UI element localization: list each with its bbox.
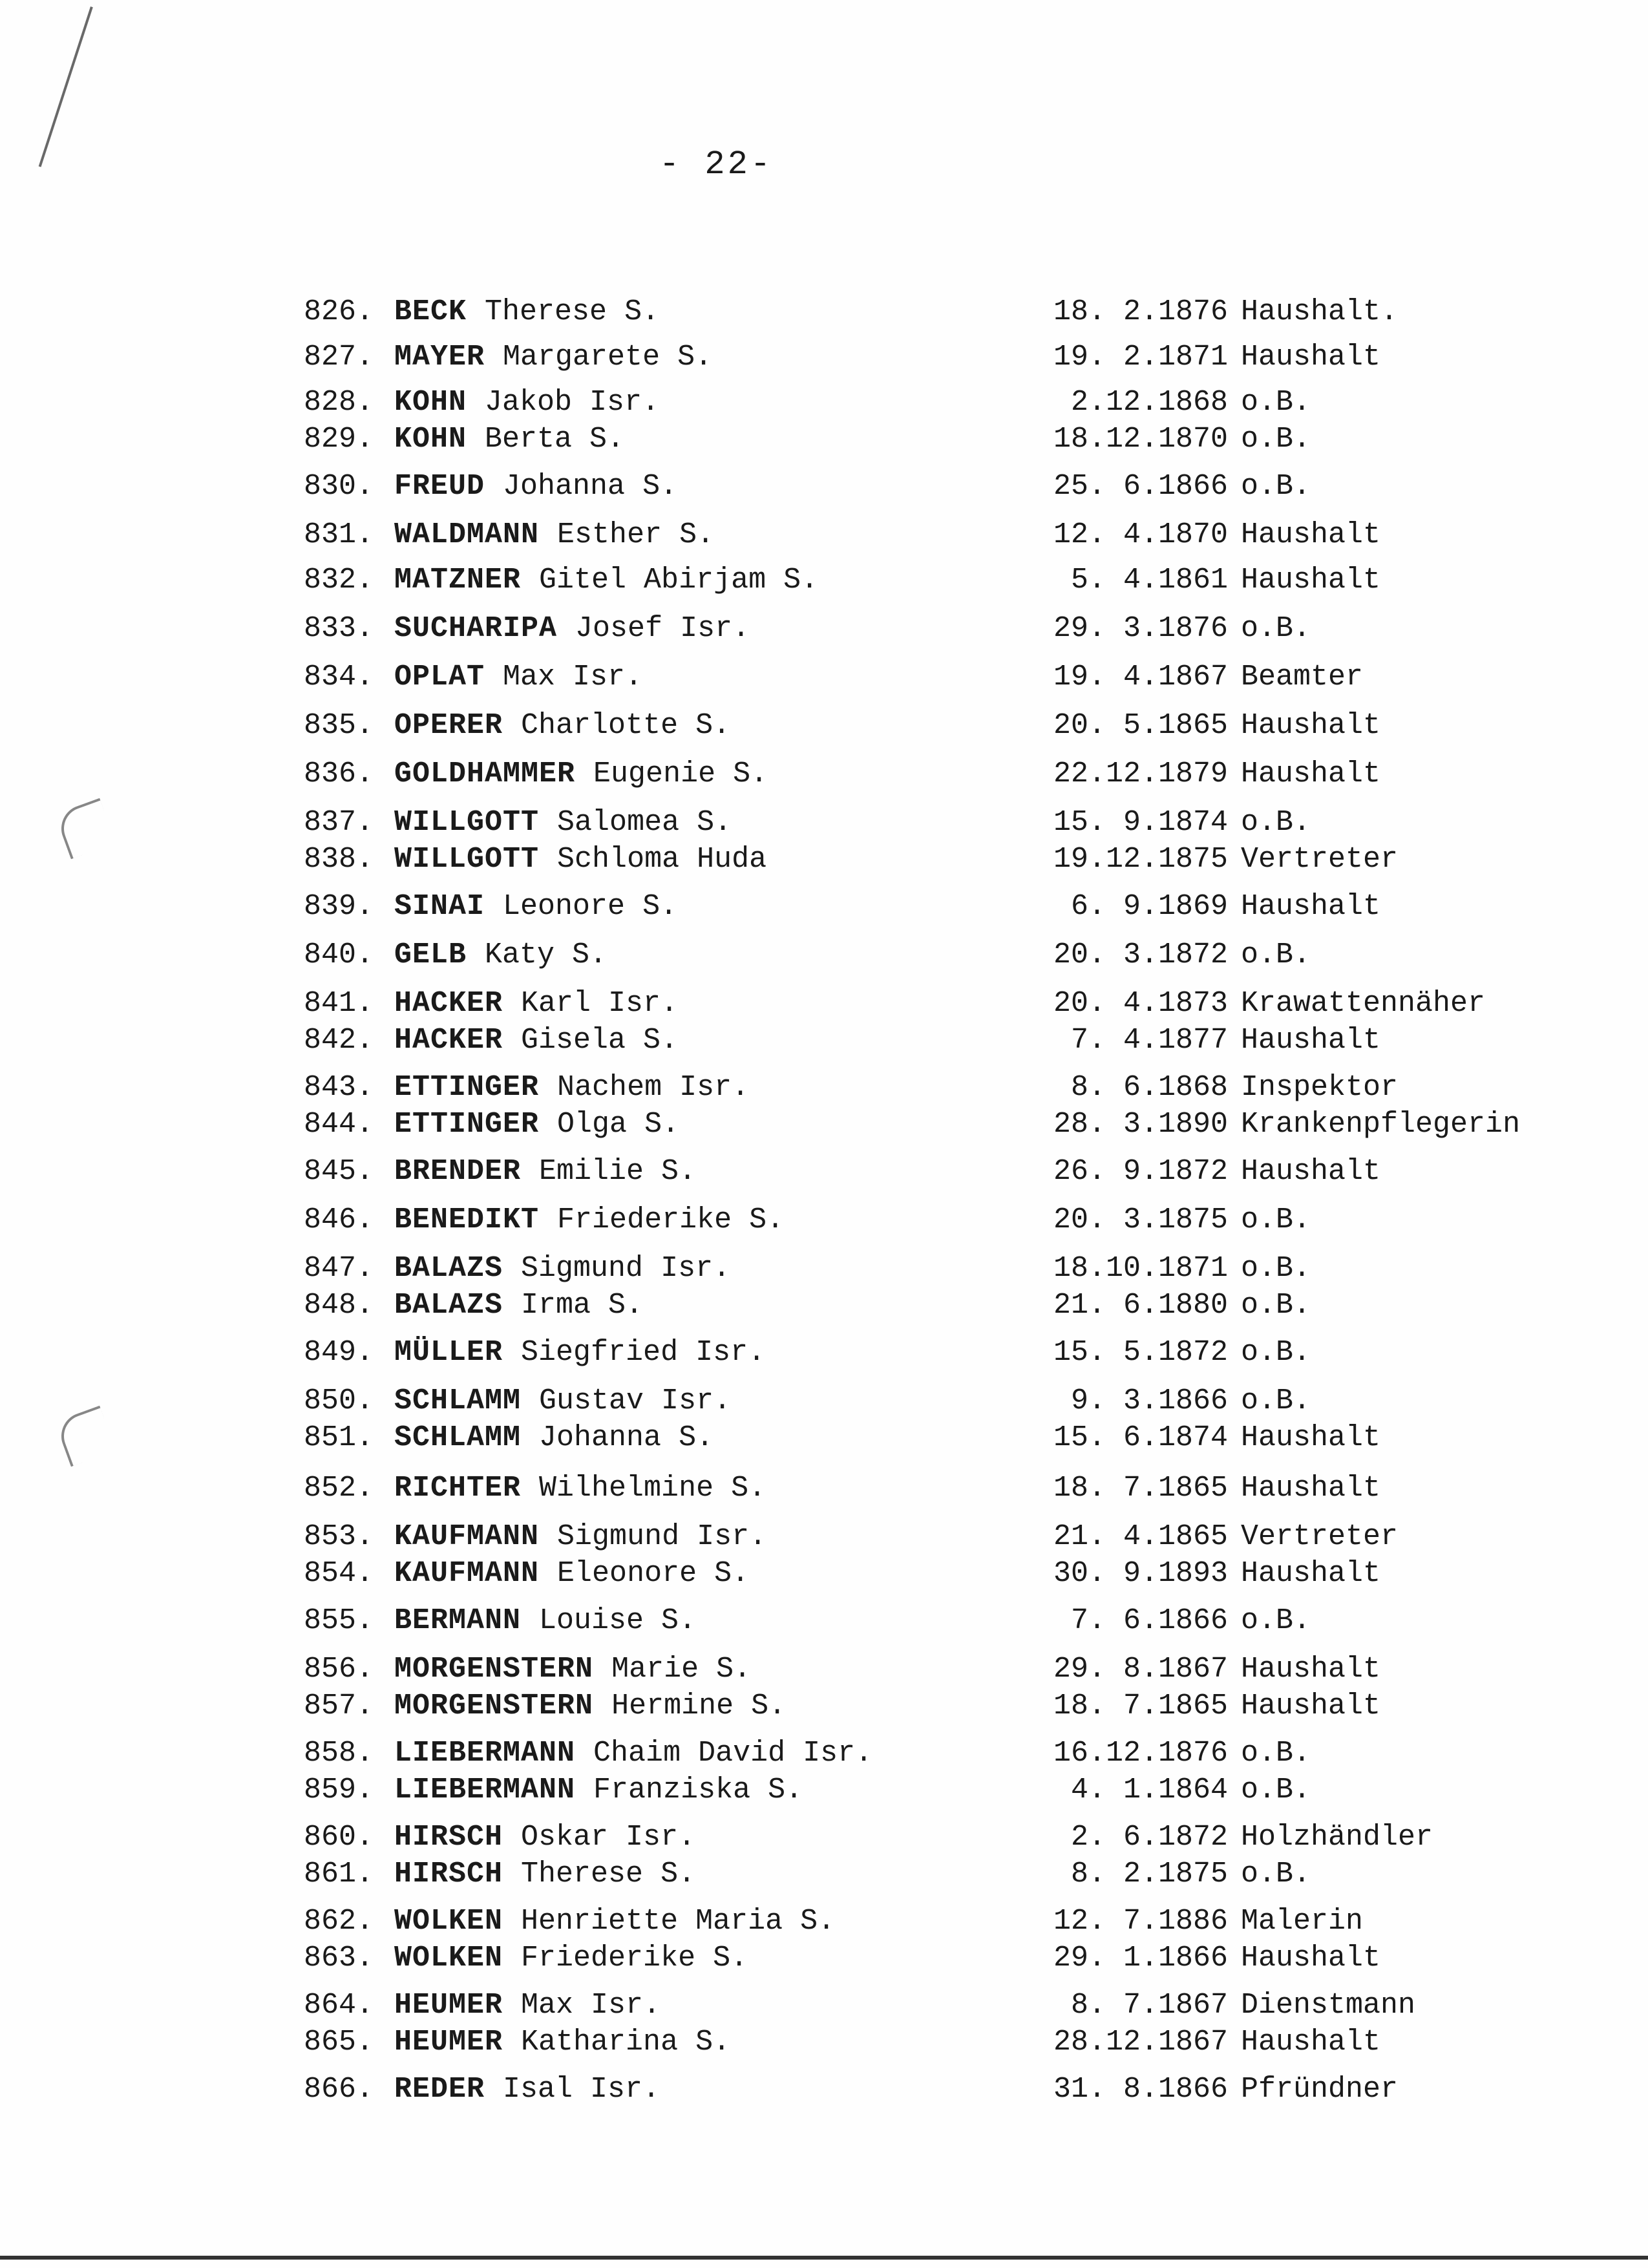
- entry-surname: HEUMER: [394, 2026, 503, 2059]
- entry-number: 854.: [304, 1557, 374, 1590]
- entry-birth-date: 18.12.1870: [1053, 423, 1228, 456]
- entry-birth-date: 29. 1.1866: [1053, 1942, 1228, 1975]
- entry-surname: MORGENSTERN: [394, 1690, 594, 1722]
- entry-number: 833.: [304, 612, 374, 645]
- entry-birth-date: 15. 5.1872: [1053, 1336, 1228, 1369]
- entry-surname: BALAZS: [394, 1289, 503, 1322]
- entry-given-name: Wilhelmine S.: [539, 1472, 766, 1505]
- entry-given-name: Leonore S.: [503, 890, 678, 923]
- punch-hole-mark: [55, 798, 116, 860]
- entry-given-name: Charlotte S.: [521, 709, 731, 742]
- entry-number: 851.: [304, 1421, 374, 1454]
- entry-birth-date: 18. 2.1876: [1053, 295, 1228, 328]
- entry-birth-date: 29. 3.1876: [1053, 612, 1228, 645]
- entry-surname: WOLKEN: [394, 1942, 503, 1975]
- entry-birth-date: 5. 4.1861: [1070, 564, 1228, 597]
- entry-surname: SUCHARIPA: [394, 612, 558, 645]
- entry-occupation: Vertreter: [1241, 1520, 1399, 1553]
- entry-number: 843.: [304, 1071, 374, 1104]
- entry-occupation: Haushalt: [1241, 518, 1381, 551]
- entry-birth-date: 25. 6.1866: [1053, 470, 1228, 503]
- entry-given-name: Margarete S.: [503, 341, 713, 374]
- entry-surname: BENEDIKT: [394, 1203, 540, 1236]
- entry-number: 853.: [304, 1520, 374, 1553]
- entry-surname: LIEBERMANN: [394, 1737, 576, 1770]
- entry-surname: MÜLLER: [394, 1336, 503, 1369]
- entry-surname: OPLAT: [394, 661, 485, 694]
- entry-occupation: Beamter: [1241, 661, 1364, 694]
- entry-surname: HACKER: [394, 1024, 503, 1057]
- entry-surname: ETTINGER: [394, 1108, 540, 1141]
- entry-birth-date: 18. 7.1865: [1053, 1472, 1228, 1505]
- entry-given-name: Jakob Isr.: [485, 386, 660, 419]
- entry-number: 866.: [304, 2073, 374, 2106]
- entry-birth-date: 2. 6.1872: [1070, 1821, 1228, 1854]
- entry-surname: BALAZS: [394, 1252, 503, 1285]
- entry-birth-date: 8. 7.1867: [1070, 1989, 1228, 2022]
- entry-given-name: Josef Isr.: [575, 612, 750, 645]
- scratch-mark: [39, 6, 93, 167]
- entry-occupation: o.B.: [1241, 1384, 1311, 1417]
- entry-occupation: o.B.: [1241, 806, 1311, 839]
- entry-given-name: Olga S.: [557, 1108, 680, 1141]
- entry-surname: LIEBERMANN: [394, 1774, 576, 1807]
- entry-birth-date: 21. 4.1865: [1053, 1520, 1228, 1553]
- entry-given-name: Emilie S.: [539, 1155, 697, 1188]
- entry-number: 847.: [304, 1252, 374, 1285]
- entry-number: 838.: [304, 843, 374, 876]
- entry-occupation: Haushalt: [1241, 758, 1381, 790]
- entry-given-name: Gustav Isr.: [539, 1384, 732, 1417]
- entry-birth-date: 15. 9.1874: [1053, 806, 1228, 839]
- entry-number: 855.: [304, 1604, 374, 1637]
- punch-hole-mark: [55, 1406, 116, 1467]
- entry-given-name: Hermine S.: [611, 1690, 787, 1722]
- entry-birth-date: 12. 4.1870: [1053, 518, 1228, 551]
- entry-occupation: Haushalt: [1241, 709, 1381, 742]
- entry-given-name: Max Isr.: [503, 661, 643, 694]
- entry-surname: SCHLAMM: [394, 1421, 522, 1454]
- entry-number: 860.: [304, 1821, 374, 1854]
- entry-surname: RICHTER: [394, 1472, 522, 1505]
- entry-occupation: Holzhändler: [1241, 1821, 1433, 1854]
- entry-number: 827.: [304, 341, 374, 374]
- entry-surname: MORGENSTERN: [394, 1653, 594, 1686]
- entry-birth-date: 28. 3.1890: [1053, 1108, 1228, 1141]
- entry-occupation: Dienstmann: [1241, 1989, 1416, 2022]
- entry-birth-date: 9. 3.1866: [1070, 1384, 1228, 1417]
- entry-number: 857.: [304, 1690, 374, 1722]
- entry-given-name: Nachem Isr.: [557, 1071, 750, 1104]
- entry-occupation: Malerin: [1241, 1905, 1364, 1938]
- entry-number: 844.: [304, 1108, 374, 1141]
- entry-occupation: o.B.: [1241, 1252, 1311, 1285]
- entry-occupation: Vertreter: [1241, 843, 1399, 876]
- entry-surname: WALDMANN: [394, 518, 540, 551]
- entry-occupation: Haushalt: [1241, 1690, 1381, 1722]
- entry-number: 829.: [304, 423, 374, 456]
- entry-number: 859.: [304, 1774, 374, 1807]
- entry-surname: HACKER: [394, 987, 503, 1020]
- entry-number: 830.: [304, 470, 374, 503]
- entry-given-name: Johanna S.: [539, 1421, 714, 1454]
- entry-number: 846.: [304, 1203, 374, 1236]
- entry-number: 842.: [304, 1024, 374, 1057]
- entry-surname: REDER: [394, 2073, 485, 2106]
- entry-surname: SINAI: [394, 890, 485, 923]
- entry-surname: BERMANN: [394, 1604, 522, 1637]
- entry-given-name: Gitel Abirjam S.: [539, 564, 819, 597]
- entry-number: 863.: [304, 1942, 374, 1975]
- entry-given-name: Schloma Huda: [557, 843, 767, 876]
- entry-surname: BRENDER: [394, 1155, 522, 1188]
- entry-given-name: Gisela S.: [521, 1024, 679, 1057]
- entry-birth-date: 20. 4.1873: [1053, 987, 1228, 1020]
- entry-occupation: Haushalt: [1241, 890, 1381, 923]
- entry-birth-date: 2.12.1868: [1070, 386, 1228, 419]
- entry-occupation: o.B.: [1241, 1604, 1311, 1637]
- entry-birth-date: 22.12.1879: [1053, 758, 1228, 790]
- entry-birth-date: 8. 2.1875: [1070, 1858, 1228, 1891]
- entry-birth-date: 19.12.1875: [1053, 843, 1228, 876]
- entry-number: 864.: [304, 1989, 374, 2022]
- entry-occupation: Krawattennäher: [1241, 987, 1486, 1020]
- entry-occupation: Haushalt: [1241, 1472, 1381, 1505]
- entry-given-name: Sigmund Isr.: [557, 1520, 767, 1553]
- entry-given-name: Sigmund Isr.: [521, 1252, 731, 1285]
- entry-occupation: Haushalt: [1241, 341, 1381, 374]
- entry-given-name: Johanna S.: [503, 470, 678, 503]
- entry-occupation: Haushalt: [1241, 564, 1381, 597]
- entry-number: 826.: [304, 295, 374, 328]
- entry-number: 865.: [304, 2026, 374, 2059]
- entry-birth-date: 26. 9.1872: [1053, 1155, 1228, 1188]
- entry-birth-date: 15. 6.1874: [1053, 1421, 1228, 1454]
- entry-given-name: Friederike S.: [521, 1942, 748, 1975]
- entry-occupation: o.B.: [1241, 423, 1311, 456]
- entry-occupation: Haushalt: [1241, 1421, 1381, 1454]
- entry-given-name: Salomea S.: [557, 806, 732, 839]
- entry-given-name: Friederike S.: [557, 1203, 785, 1236]
- entry-birth-date: 12. 7.1886: [1053, 1905, 1228, 1938]
- entry-number: 858.: [304, 1737, 374, 1770]
- entry-number: 850.: [304, 1384, 374, 1417]
- entry-occupation: o.B.: [1241, 1774, 1311, 1807]
- entry-birth-date: 20. 3.1875: [1053, 1203, 1228, 1236]
- entry-birth-date: 6. 9.1869: [1070, 890, 1228, 923]
- entry-occupation: Haushalt: [1241, 1024, 1381, 1057]
- entry-given-name: Chaim David Isr.: [593, 1737, 873, 1770]
- entry-occupation: Krankenpflegerin: [1241, 1108, 1521, 1141]
- entry-occupation: Haushalt: [1241, 2026, 1381, 2059]
- entry-surname: KAUFMANN: [394, 1520, 540, 1553]
- entry-given-name: Therese S.: [521, 1858, 696, 1891]
- entry-surname: KOHN: [394, 423, 467, 456]
- entry-number: 828.: [304, 386, 374, 419]
- entry-occupation: o.B.: [1241, 386, 1311, 419]
- entry-surname: WOLKEN: [394, 1905, 503, 1938]
- entry-surname: OPERER: [394, 709, 503, 742]
- entry-number: 835.: [304, 709, 374, 742]
- entry-given-name: Katy S.: [485, 938, 607, 971]
- entry-given-name: Louise S.: [539, 1604, 697, 1637]
- entry-given-name: Esther S.: [557, 518, 715, 551]
- entry-given-name: Isal Isr.: [503, 2073, 660, 2106]
- entry-occupation: o.B.: [1241, 1336, 1311, 1369]
- entry-surname: SCHLAMM: [394, 1384, 522, 1417]
- entry-number: 834.: [304, 661, 374, 694]
- entry-surname: FREUD: [394, 470, 485, 503]
- entry-number: 840.: [304, 938, 374, 971]
- entry-surname: BECK: [394, 295, 467, 328]
- entry-birth-date: 18. 7.1865: [1053, 1690, 1228, 1722]
- entry-birth-date: 20. 5.1865: [1053, 709, 1228, 742]
- entry-surname: MATZNER: [394, 564, 522, 597]
- entry-number: 862.: [304, 1905, 374, 1938]
- entry-given-name: Karl Isr.: [521, 987, 679, 1020]
- entry-birth-date: 8. 6.1868: [1070, 1071, 1228, 1104]
- entry-occupation: o.B.: [1241, 1858, 1311, 1891]
- entry-birth-date: 19. 2.1871: [1053, 341, 1228, 374]
- entry-given-name: Oskar Isr.: [521, 1821, 696, 1854]
- entry-number: 845.: [304, 1155, 374, 1188]
- entry-number: 861.: [304, 1858, 374, 1891]
- entry-surname: WILLGOTT: [394, 806, 540, 839]
- entry-number: 841.: [304, 987, 374, 1020]
- entry-occupation: o.B.: [1241, 938, 1311, 971]
- entry-occupation: Haushalt.: [1241, 295, 1399, 328]
- entry-surname: KOHN: [394, 386, 467, 419]
- entry-surname: HIRSCH: [394, 1821, 503, 1854]
- entry-surname: GELB: [394, 938, 467, 971]
- entry-occupation: Haushalt: [1241, 1155, 1381, 1188]
- entry-birth-date: 28.12.1867: [1053, 2026, 1228, 2059]
- entry-occupation: Haushalt: [1241, 1557, 1381, 1590]
- entry-birth-date: 7. 4.1877: [1070, 1024, 1228, 1057]
- entry-number: 837.: [304, 806, 374, 839]
- entry-occupation: o.B.: [1241, 1203, 1311, 1236]
- entry-occupation: o.B.: [1241, 1737, 1311, 1770]
- entry-birth-date: 30. 9.1893: [1053, 1557, 1228, 1590]
- entry-occupation: o.B.: [1241, 612, 1311, 645]
- entry-birth-date: 20. 3.1872: [1053, 938, 1228, 971]
- entry-number: 848.: [304, 1289, 374, 1322]
- entry-given-name: Max Isr.: [521, 1989, 661, 2022]
- entry-number: 831.: [304, 518, 374, 551]
- page-number: - 22-: [659, 145, 774, 184]
- entry-given-name: Franziska S.: [593, 1774, 803, 1807]
- entry-surname: KAUFMANN: [394, 1557, 540, 1590]
- entry-number: 856.: [304, 1653, 374, 1686]
- entry-birth-date: 7. 6.1866: [1070, 1604, 1228, 1637]
- bottom-edge-line: [0, 2256, 1648, 2260]
- entry-birth-date: 21. 6.1880: [1053, 1289, 1228, 1322]
- entry-surname: WILLGOTT: [394, 843, 540, 876]
- entry-occupation: o.B.: [1241, 1289, 1311, 1322]
- entry-birth-date: 16.12.1876: [1053, 1737, 1228, 1770]
- entry-number: 832.: [304, 564, 374, 597]
- entry-occupation: Haushalt: [1241, 1942, 1381, 1975]
- entry-birth-date: 19. 4.1867: [1053, 661, 1228, 694]
- entry-occupation: Haushalt: [1241, 1653, 1381, 1686]
- entry-given-name: Irma S.: [521, 1289, 644, 1322]
- entry-given-name: Therese S.: [485, 295, 660, 328]
- entry-surname: ETTINGER: [394, 1071, 540, 1104]
- entry-surname: GOLDHAMMER: [394, 758, 576, 790]
- entry-number: 839.: [304, 890, 374, 923]
- entry-given-name: Katharina S.: [521, 2026, 731, 2059]
- entry-given-name: Berta S.: [485, 423, 625, 456]
- entry-birth-date: 4. 1.1864: [1070, 1774, 1228, 1807]
- entry-surname: HIRSCH: [394, 1858, 503, 1891]
- entry-given-name: Eugenie S.: [593, 758, 768, 790]
- entry-birth-date: 31. 8.1866: [1053, 2073, 1228, 2106]
- entry-given-name: Siegfried Isr.: [521, 1336, 766, 1369]
- entry-surname: MAYER: [394, 341, 485, 374]
- entry-given-name: Marie S.: [611, 1653, 752, 1686]
- entry-birth-date: 29. 8.1867: [1053, 1653, 1228, 1686]
- entry-number: 852.: [304, 1472, 374, 1505]
- entry-birth-date: 18.10.1871: [1053, 1252, 1228, 1285]
- entry-given-name: Eleonore S.: [557, 1557, 750, 1590]
- entry-occupation: o.B.: [1241, 470, 1311, 503]
- entry-occupation: Inspektor: [1241, 1071, 1399, 1104]
- entry-surname: HEUMER: [394, 1989, 503, 2022]
- entry-given-name: Henriette Maria S.: [521, 1905, 836, 1938]
- entry-number: 836.: [304, 758, 374, 790]
- entry-number: 849.: [304, 1336, 374, 1369]
- entry-occupation: Pfründner: [1241, 2073, 1399, 2106]
